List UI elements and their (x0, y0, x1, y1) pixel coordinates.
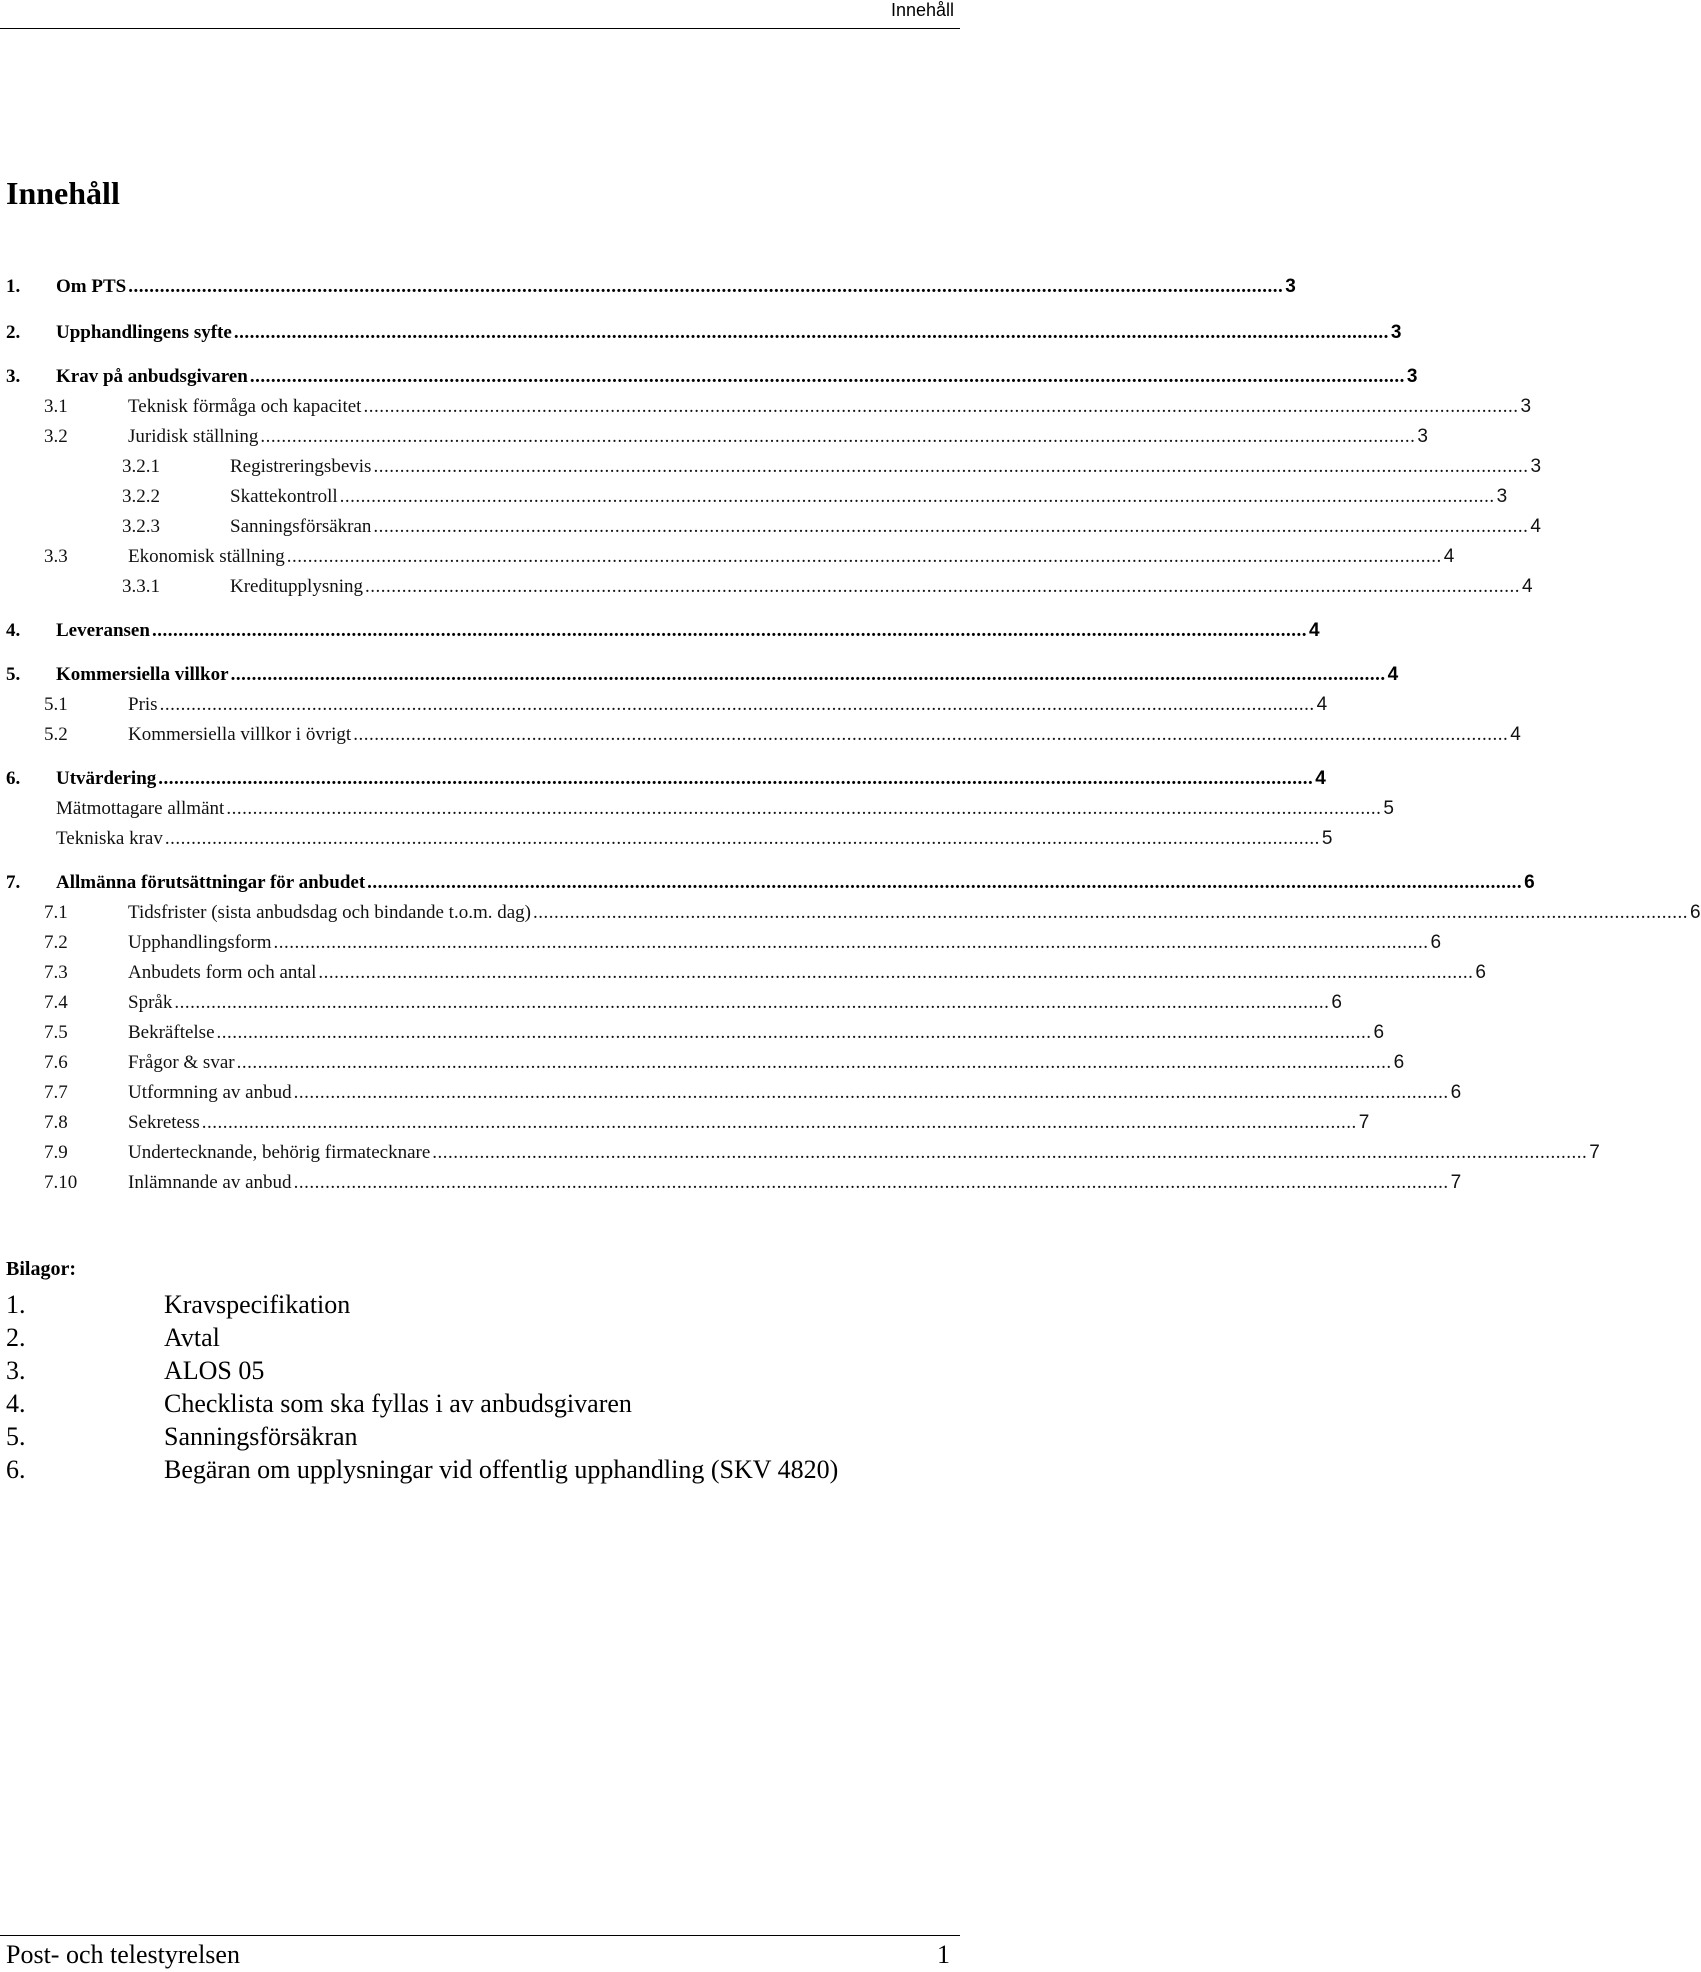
toc-entry-title: Sekretess (128, 1112, 200, 1133)
toc-entry[interactable] (0, 962, 1486, 992)
toc-entry[interactable] (0, 396, 1532, 426)
toc-entry-title: Juridisk ställning (128, 426, 259, 447)
toc-entry-page: 4 (1316, 694, 1328, 715)
toc-entry-number: 7.8 (44, 1112, 68, 1133)
toc-entry-title: Teknisk förmåga och kapacitet (128, 396, 362, 417)
toc-leader-dots: ............................................................................................................................................................................................................................ (151, 620, 1307, 641)
toc-entry-number: 7.5 (44, 1022, 68, 1043)
toc-entry[interactable] (0, 932, 1442, 962)
toc-entry[interactable] (0, 322, 1402, 352)
toc-entry-page: 6 (1393, 1052, 1405, 1073)
toc-entry-page: 4 (1308, 620, 1320, 641)
toc-entry-title: Utvärdering (56, 768, 157, 789)
toc-leader-dots: ............................................................................................................................................................................................................................ (273, 932, 1429, 953)
toc-entry-page: 3 (1496, 486, 1508, 507)
attachment-title: Checklista som ska fyllas i av anbudsgivaren (164, 1389, 632, 1418)
attachment-title: Sanningsförsäkran (164, 1422, 358, 1451)
toc-entry-title: Om PTS (56, 276, 127, 297)
toc-leader-dots: ............................................................................................................................................................................................................................ (339, 486, 1495, 507)
toc-entry[interactable] (0, 516, 1541, 546)
toc-entry[interactable] (0, 828, 1333, 858)
toc-entry-title: Pris (128, 694, 158, 715)
toc-entry-title: Utformning av anbud (128, 1082, 292, 1103)
toc-entry[interactable] (0, 1082, 1462, 1112)
toc-entry-title: Allmänna förutsättningar för anbudet (56, 872, 366, 893)
toc-entry-page: 3 (1530, 456, 1542, 477)
toc-entry[interactable] (0, 1142, 1600, 1172)
toc-leader-dots: ............................................................................................................................................................................................................................ (286, 546, 1442, 567)
toc-entry-number: 3.2.3 (122, 516, 160, 537)
toc-leader-dots: ............................................................................................................................................................................................................................ (249, 366, 1405, 387)
toc-entry[interactable] (0, 426, 1428, 456)
toc-leader-dots: ............................................................................................................................................................................................................................ (158, 768, 1314, 789)
toc-leader-dots: ............................................................................................................................................................................................................................ (367, 872, 1523, 893)
toc-entry[interactable] (0, 576, 1533, 606)
toc-entry[interactable] (0, 872, 1535, 902)
toc-entry[interactable] (0, 902, 1701, 932)
toc-entry-number: 5. (6, 664, 21, 685)
toc-entry-number: 1. (6, 276, 21, 297)
attachment-title: ALOS 05 (164, 1356, 265, 1385)
toc-entry-title: Kommersiella villkor (56, 664, 229, 685)
attachments-label: Bilagor: (6, 1258, 76, 1280)
toc-entry-title: Tekniska krav (56, 828, 163, 849)
toc-entry-page: 5 (1321, 828, 1333, 849)
toc-entry[interactable] (0, 486, 1508, 516)
attachment-item (6, 1356, 946, 1390)
attachment-item (6, 1290, 946, 1324)
toc-entry-number: 3.3 (44, 546, 68, 567)
toc-leader-dots: ............................................................................................................................................................................................................................ (353, 724, 1509, 745)
toc-leader-dots: ............................................................................................................................................................................................................................ (318, 962, 1474, 983)
header-rule (0, 28, 960, 29)
toc-leader-dots: ............................................................................................................................................................................................................................ (159, 694, 1315, 715)
toc-entry-title: Tidsfrister (sista anbudsdag och bindande t.o.m. dag) (128, 902, 531, 923)
toc-entry-number: 2. (6, 322, 21, 343)
attachment-number: 6. (6, 1455, 26, 1484)
toc-entry[interactable] (0, 798, 1394, 828)
toc-leader-dots: ............................................................................................................................................................................................................................ (260, 426, 1416, 447)
toc-entry-title: Skattekontroll (230, 486, 338, 507)
toc-entry-number: 5.2 (44, 724, 68, 745)
toc-entry-page: 6 (1430, 932, 1442, 953)
toc-entry-page: 6 (1690, 902, 1701, 923)
toc-entry-title: Kommersiella villkor i övrigt (128, 724, 352, 745)
toc-entry-page: 5 (1383, 798, 1394, 819)
toc-entry-number: 4. (6, 620, 21, 641)
attachment-number: 3. (6, 1356, 26, 1385)
toc-leader-dots: ............................................................................................................................................................................................................................ (226, 798, 1382, 819)
toc-entry-page: 3 (1285, 276, 1296, 297)
toc-entry-number: 7.7 (44, 1082, 68, 1103)
toc-entry-number: 5.1 (44, 694, 68, 715)
toc-entry-page: 3 (1417, 426, 1428, 447)
toc-entry-page: 6 (1450, 1082, 1462, 1103)
toc-entry-page: 6 (1373, 1022, 1385, 1043)
toc-entry-number: 7.9 (44, 1142, 68, 1163)
toc-entry-page: 7 (1450, 1172, 1462, 1193)
toc-leader-dots: ............................................................................................................................................................................................................................ (432, 1142, 1588, 1163)
toc-leader-dots: ............................................................................................................................................................................................................................ (230, 664, 1386, 685)
toc-entry-title: Krav på anbudsgivaren (56, 366, 248, 387)
toc-leader-dots: ............................................................................................................................................................................................................................ (373, 516, 1529, 537)
toc-entry-number: 7.10 (44, 1172, 78, 1193)
attachment-number: 4. (6, 1389, 26, 1418)
toc-entry[interactable] (0, 1172, 1462, 1202)
toc-leader-dots: ............................................................................................................................................................................................................................ (293, 1082, 1449, 1103)
toc-entry[interactable] (0, 1052, 1405, 1082)
toc-entry-title: Bekräftelse (128, 1022, 215, 1043)
running-header: Innehåll (890, 0, 954, 20)
toc-entry-page: 7 (1358, 1112, 1370, 1133)
toc-entry-title: Frågor & svar (128, 1052, 235, 1073)
toc-entry-title: Registreringsbevis (230, 456, 372, 477)
toc-entry-page: 4 (1443, 546, 1455, 567)
toc-leader-dots: ............................................................................................................................................................................................................................ (236, 1052, 1392, 1073)
toc-entry-number: 3.2 (44, 426, 68, 447)
attachment-title: Avtal (164, 1323, 220, 1352)
toc-entry-number: 7.2 (44, 932, 68, 953)
toc-entry-title: Ekonomisk ställning (128, 546, 285, 567)
toc-entry[interactable] (0, 1022, 1385, 1052)
toc-entry-page: 3 (1520, 396, 1532, 417)
attachment-number: 5. (6, 1422, 26, 1451)
toc-entry-page: 6 (1475, 962, 1486, 983)
toc-entry-page: 4 (1510, 724, 1521, 745)
toc-leader-dots: ............................................................................................................................................................................................................................ (174, 992, 1330, 1013)
toc-entry-number: 3.1 (44, 396, 68, 417)
toc-entry[interactable] (0, 276, 1296, 306)
toc-entry-number: 3.2.2 (122, 486, 160, 507)
toc-entry[interactable] (0, 992, 1342, 1022)
toc-entry-page: 4 (1315, 768, 1326, 789)
toc-leader-dots: ............................................................................................................................................................................................................................ (164, 828, 1320, 849)
toc-leader-dots: ............................................................................................................................................................................................................................ (533, 902, 1688, 923)
attachment-title: Kravspecifikation (164, 1290, 351, 1319)
toc-entry[interactable] (0, 664, 1399, 694)
toc-heading: Innehåll (6, 175, 120, 211)
toc-entry-title: Kreditupplysning (230, 576, 363, 597)
toc-entry-title: Sanningsförsäkran (230, 516, 372, 537)
toc-entry-title: Upphandlingens syfte (56, 322, 232, 343)
toc-entry-number: 3.3.1 (122, 576, 160, 597)
toc-entry[interactable] (0, 724, 1521, 754)
toc-leader-dots: ............................................................................................................................................................................................................................ (233, 322, 1389, 343)
toc-entry-title: Anbudets form och antal (128, 962, 317, 983)
toc-entry[interactable] (0, 1112, 1370, 1142)
toc-entry-page: 4 (1387, 664, 1399, 685)
toc-entry-title: Upphandlingsform (128, 932, 272, 953)
toc-entry-title: Undertecknande, behörig firmatecknare (128, 1142, 431, 1163)
toc-leader-dots: ............................................................................................................................................................................................................................ (363, 396, 1519, 417)
toc-entry-number: 7.4 (44, 992, 68, 1013)
toc-entry-number: 3.2.1 (122, 456, 160, 477)
toc-leader-dots: ............................................................................................................................................................................................................................ (201, 1112, 1357, 1133)
attachment-number: 1. (6, 1290, 26, 1319)
toc-leader-dots: ............................................................................................................................................................................................................................ (365, 576, 1520, 597)
toc-entry-number: 3. (6, 366, 21, 387)
toc-entry-page: 7 (1589, 1142, 1600, 1163)
toc-entry-number: 7.1 (44, 902, 68, 923)
toc-entry-page: 3 (1406, 366, 1418, 387)
toc-entry-number: 7.3 (44, 962, 68, 983)
toc-entry[interactable] (0, 768, 1326, 798)
toc-entry[interactable] (0, 546, 1455, 576)
attachment-item (6, 1422, 946, 1456)
footer-rule (0, 1935, 960, 1936)
toc-entry-number: 6. (6, 768, 21, 789)
toc-leader-dots: ............................................................................................................................................................................................................................ (216, 1022, 1372, 1043)
toc-leader-dots: ............................................................................................................................................................................................................................ (293, 1172, 1449, 1193)
footer-page-number: 1 (937, 1940, 950, 1969)
toc-entry[interactable] (0, 694, 1328, 724)
attachment-number: 2. (6, 1323, 26, 1352)
footer-organization: Post- och telestyrelsen (6, 1940, 240, 1969)
attachment-item (6, 1389, 946, 1423)
toc-entry-page: 6 (1331, 992, 1342, 1013)
toc-leader-dots: ............................................................................................................................................................................................................................ (373, 456, 1529, 477)
toc-entry-title: Leveransen (56, 620, 150, 641)
attachment-title: Begäran om upplysningar vid offentlig upphandling (SKV 4820) (164, 1455, 839, 1484)
toc-entry-title: Inlämnande av anbud (128, 1172, 292, 1193)
attachment-item (6, 1455, 946, 1489)
toc-entry-number: 7. (6, 872, 21, 893)
toc-entry-number: 7.6 (44, 1052, 68, 1073)
toc-entry[interactable] (0, 366, 1418, 396)
attachment-item (6, 1323, 946, 1357)
toc-leader-dots: ............................................................................................................................................................................................................................ (128, 276, 1284, 297)
toc-entry-page: 4 (1522, 576, 1533, 597)
toc-entry[interactable] (0, 620, 1320, 650)
toc-entry[interactable] (0, 456, 1542, 486)
toc-entry-page: 4 (1530, 516, 1541, 537)
toc-entry-title: Mätmottagare allmänt (56, 798, 225, 819)
toc-entry-page: 3 (1390, 322, 1402, 343)
toc-entry-title: Språk (128, 992, 173, 1013)
toc-entry-page: 6 (1524, 872, 1535, 893)
